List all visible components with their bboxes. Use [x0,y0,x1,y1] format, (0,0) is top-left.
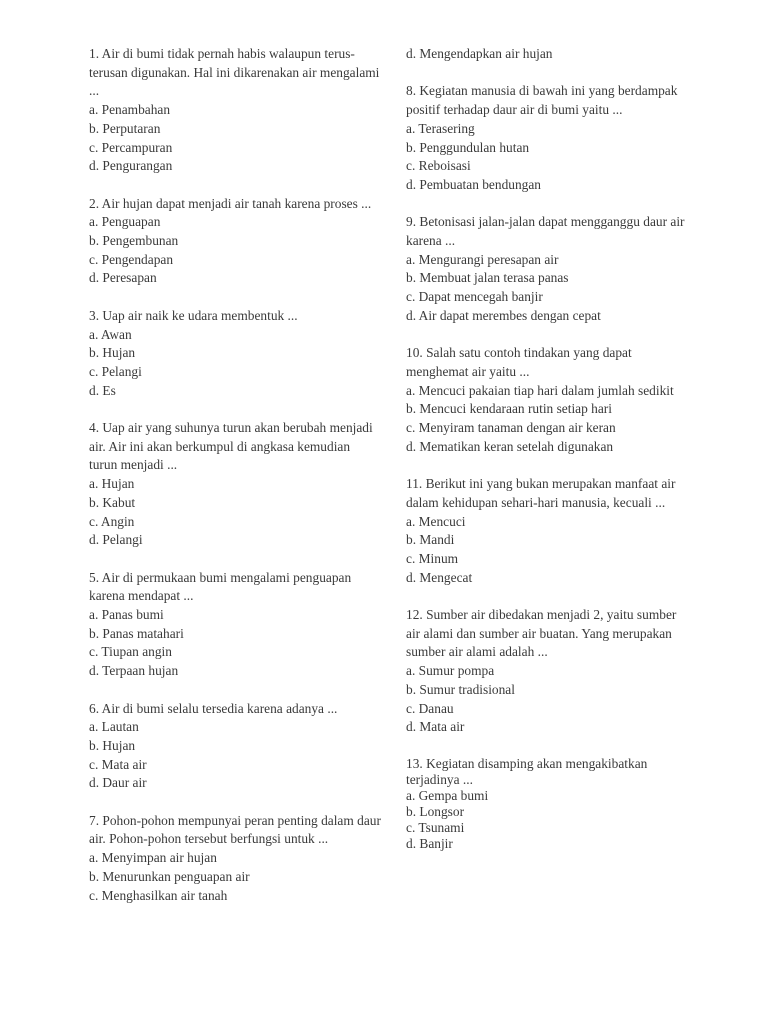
question-text: 2. Air hujan dapat menjadi air tanah karena proses ... [89,195,372,211]
option-d: d. Mematikan keran setelah digunakan [406,438,614,454]
option-a: a. Penguapan [89,214,161,230]
option-d: d. Terpaan hujan [89,663,179,679]
option-a: a. Hujan [89,476,135,492]
option-a: a. Menyimpan air hujan [89,850,217,866]
option-b: b. Penggundulan hutan [406,139,530,155]
option-a: a. Mencuci pakaian tiap hari dalam jumlah sedikit [406,382,674,398]
question-text: 13. Kegiatan disamping akan mengakibatkan terjadinya ... [406,755,648,787]
option-b: b. Perputaran [89,120,161,136]
option-a: a. Lautan [89,719,139,735]
left-column [89,45,381,924]
question-7 [89,812,381,906]
option-c: c. Danau [406,700,454,716]
option-a: a. Awan [89,326,132,342]
option-d: d. Mengecat [406,569,473,585]
question-9 [406,213,690,325]
question-text: 1. Air di bumi tidak pernah habis walaupun terus-terusan digunakan. Hal ini dikarenakan air mengalami ... [89,46,380,99]
option-b: b. Hujan [89,345,136,361]
question-6 [89,700,381,794]
option-a: a. Gempa bumi [406,787,489,803]
option-c: c. Tsunami [406,819,465,835]
question-2 [89,195,381,289]
question-text: 6. Air di bumi selalu tersedia karena adanya ... [89,700,338,716]
option-d: d. Pembuatan bendungan [406,176,541,192]
option-c: c. Pelangi [89,363,142,379]
question-5 [89,569,381,681]
question-11 [406,475,690,587]
option-c: c. Mata air [89,756,147,772]
option-d: d. Daur air [89,775,147,791]
option-d: d. Mata air [406,719,465,735]
option-b: b. Panas matahari [89,625,184,641]
option-a: a. Mencuci [406,513,466,529]
question-1 [89,45,381,176]
option-b: b. Sumur tradisional [406,681,515,697]
option-c: c. Menghasilkan air tanah [89,887,228,903]
option-a: a. Terasering [406,120,475,136]
option-b: b. Membuat jalan terasa panas [406,270,569,286]
question-text: 8. Kegiatan manusia di bawah ini yang berdampak positif terhadap daur air di bumi yaitu ... [406,83,678,118]
option-d: d. Pelangi [89,532,143,548]
question-4 [89,419,381,550]
option-d: d. Es [89,382,116,398]
option-b: b. Hujan [89,737,136,753]
question-7-option-d: d. Mengendapkan air hujan [406,46,553,61]
option-d: d. Air dapat merembes dengan cepat [406,307,601,323]
option-b: b. Longsor [406,803,465,819]
question-text: 9. Betonisasi jalan-jalan dapat mengganggu daur air karena ... [406,214,685,248]
option-a: a. Panas bumi [89,607,164,623]
option-c: c. Menyiram tanaman dengan air keran [406,420,616,436]
question-8 [406,82,690,194]
question-text: 10. Salah satu contoh tindakan yang dapat menghemat air yaitu ... [406,345,632,379]
option-c: c. Dapat mencegah banjir [406,289,543,305]
question-text: 12. Sumber air dibedakan menjadi 2, yaitu sumber air alami dan sumber air buatan. Yang merupakan sumber air alami adalah ... [406,607,677,660]
question-text: 7. Pohon-pohon mempunyai peran penting dalam daur air. Pohon-pohon tersebut berfungsi untuk ... [89,812,381,847]
option-b: b. Mandi [406,532,455,548]
option-c: c. Pengendapan [89,251,174,267]
option-c: c. Tiupan angin [89,644,172,660]
question-10 [406,344,690,456]
option-d: d. Pengurangan [89,158,173,174]
option-d: d. Peresapan [89,270,157,286]
option-c: c. Minum [406,550,459,566]
option-c: c. Angin [89,513,135,529]
option-c: c. Percampuran [89,139,173,155]
question-text: 5. Air di permukaan bumi mengalami penguapan karena mendapat ... [89,569,352,604]
option-b: b. Menurunkan penguapan air [89,868,250,884]
question-text: 3. Uap air naik ke udara membentuk ... [89,307,298,323]
question-3 [89,307,381,401]
option-b: b. Pengembunan [89,233,179,249]
right-column [406,45,690,870]
option-a: a. Sumur pompa [406,663,495,679]
option-b: b. Mencuci kendaraan rutin setiap hari [406,401,612,417]
question-12 [406,606,690,737]
question-text: 11. Berikut ini yang bukan merupakan manfaat air dalam kehidupan sehari-hari manusia, kecuali ... [406,476,676,510]
option-d: d. Banjir [406,835,453,851]
option-a: a. Penambahan [89,102,171,118]
option-a: a. Mengurangi peresapan air [406,251,559,267]
question-13 [406,756,690,852]
question-text: 4. Uap air yang suhunya turun akan berubah menjadi air. Air ini akan berkumpul di angkasa kemudian turun menjadi ... [89,420,373,473]
option-b: b. Kabut [89,494,136,510]
option-c: c. Reboisasi [406,158,471,174]
